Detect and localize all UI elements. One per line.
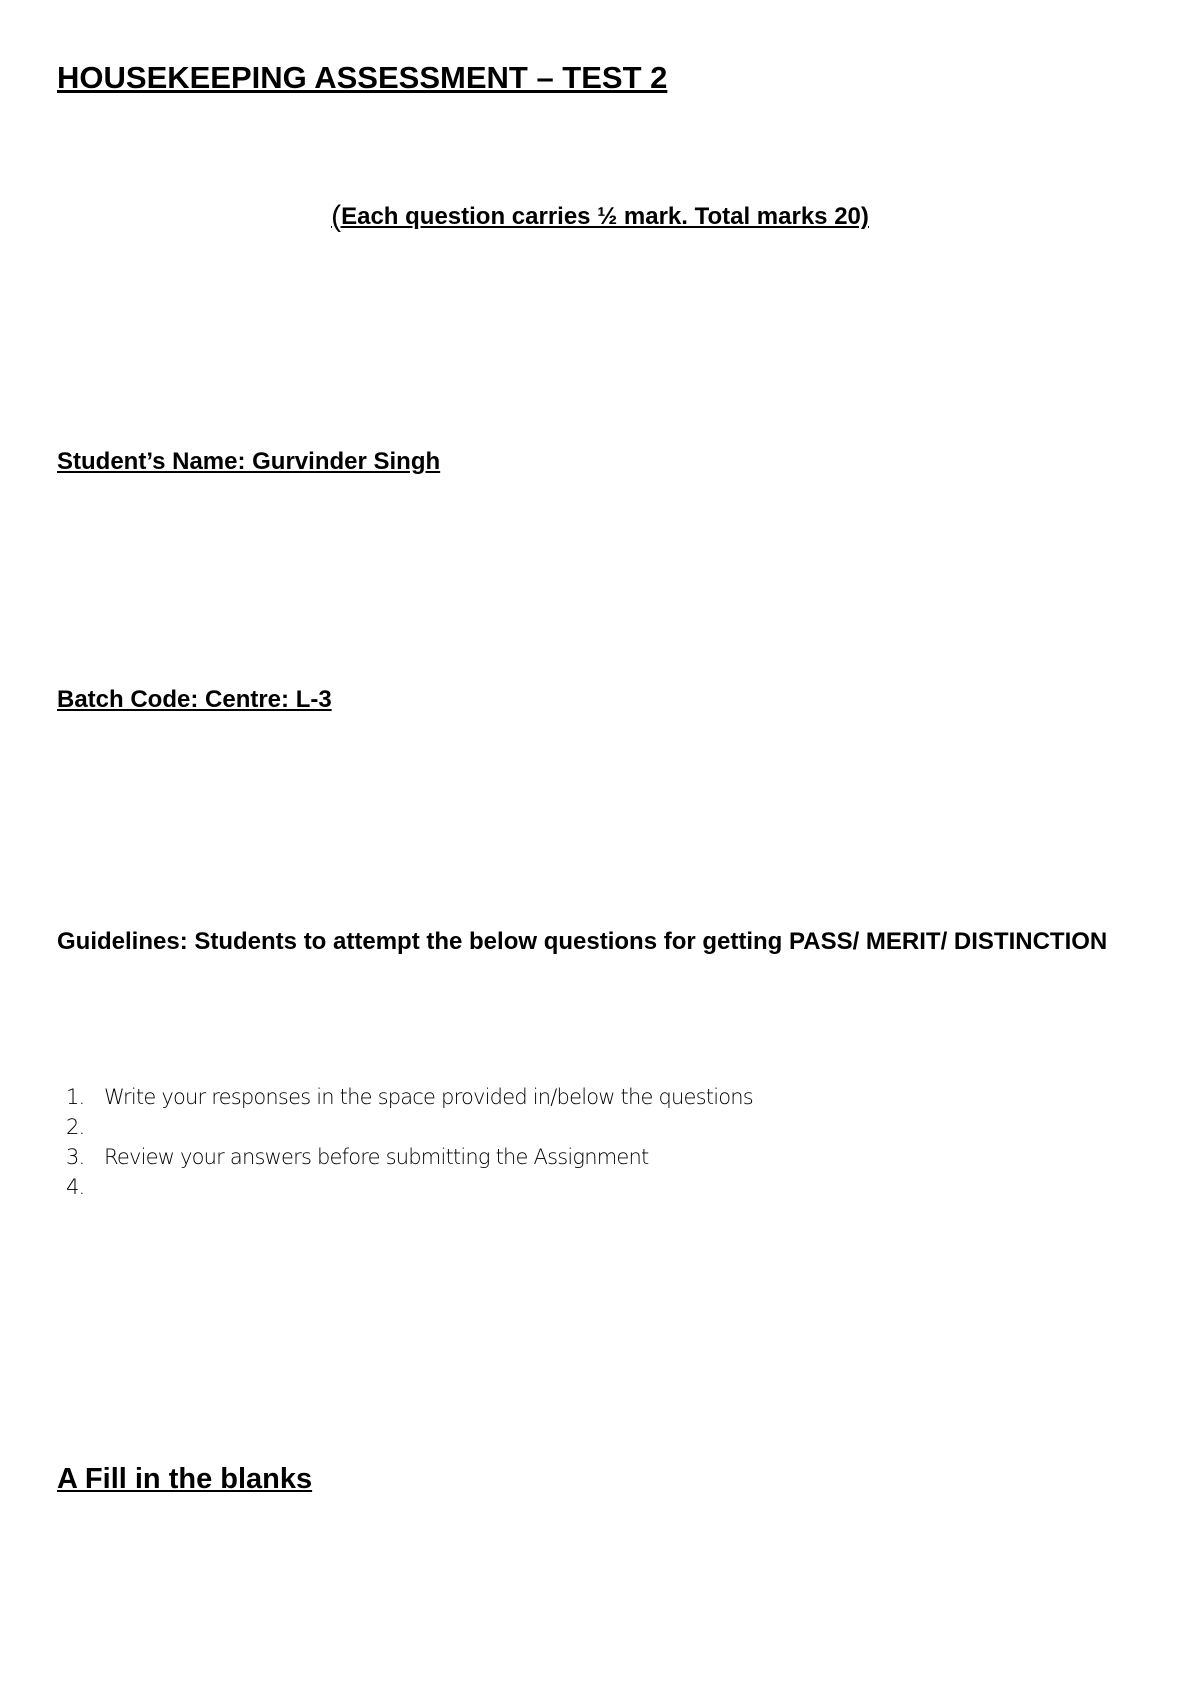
marks-note <box>0 200 1200 234</box>
list-item-text: Write your responses in the space provided in/below the questions <box>104 1085 753 1109</box>
list-item-text: Review your answers before submitting the Assignment <box>104 1145 649 1169</box>
instructions-list <box>66 1082 753 1202</box>
marks-note-text: Each question carries ½ mark. Total marks 20) <box>341 203 869 230</box>
list-item <box>66 1142 753 1172</box>
list-item-number: 4. <box>66 1175 85 1199</box>
list-item <box>66 1112 753 1142</box>
list-item <box>66 1172 753 1202</box>
document-title: HOUSEKEEPING ASSESSMENT – TEST 2 <box>57 60 668 95</box>
batch-code: Batch Code: Centre: L-3 <box>57 686 332 713</box>
marks-note-open-paren: ( <box>331 200 342 233</box>
section-a-heading: A Fill in the blanks <box>57 1463 313 1495</box>
list-item-number: 1. <box>66 1085 85 1109</box>
guidelines: Guidelines: Students to attempt the below questions for getting PASS/ MERIT/ DISTINCTION <box>57 928 1108 955</box>
student-name: Student’s Name: Gurvinder Singh <box>57 448 441 475</box>
list-item-number: 3. <box>66 1145 85 1169</box>
list-item-number: 2. <box>66 1115 85 1139</box>
list-item <box>66 1082 753 1112</box>
